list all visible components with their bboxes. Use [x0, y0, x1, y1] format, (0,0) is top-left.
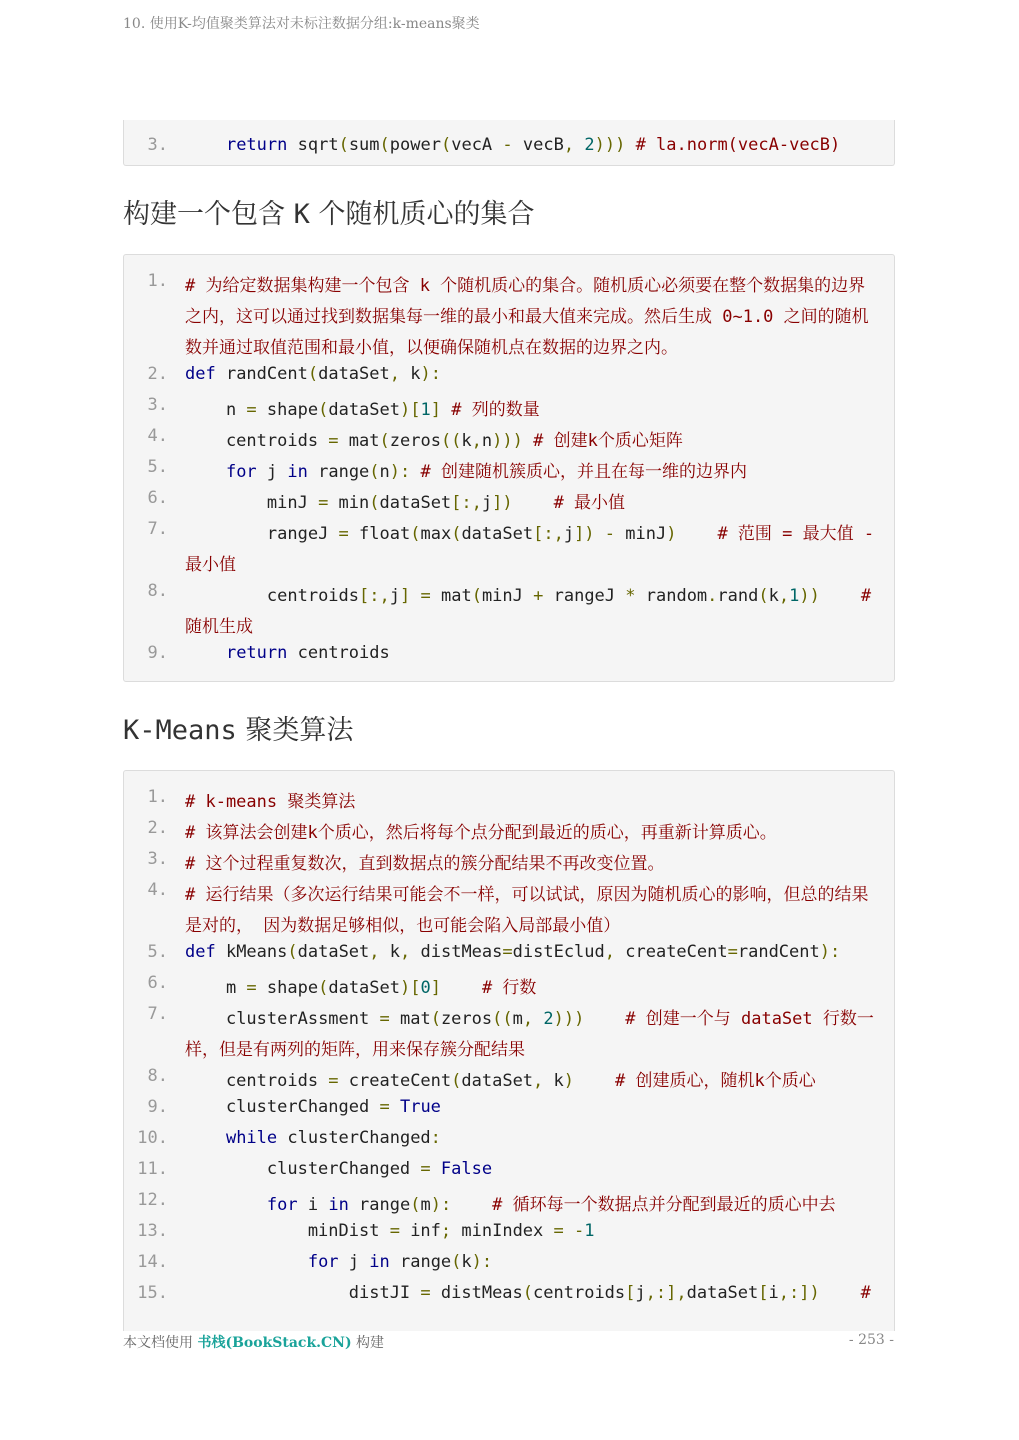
code-text: centroids = createCent(dataSet, k) # 创建质心，随机k个质心	[185, 1071, 816, 1091]
code-text: for j in range(k):	[307, 1252, 493, 1272]
code-line	[124, 271, 880, 364]
code-line	[124, 1190, 880, 1221]
code-line	[124, 1283, 880, 1314]
code-text: # 为给定数据集构建一个包含 k 个随机质心的集合。随机质心必须要在整个数据集的边界之内，这可以通过找到数据集每一维的最小和最大值来完成。然后生成 0~1.0 之间的随机数并通过取值范围和最小值，以便确保随机点在数据的边界之内。	[185, 276, 869, 358]
line-number: 2.	[147, 818, 168, 838]
code-text: centroids[:,j] = mat(minJ + rangeJ * random.rand(k,1)) # 随机生成	[185, 586, 882, 637]
code-text: def randCent(dataSet, k):	[185, 364, 441, 384]
line-number: 15.	[137, 1283, 168, 1303]
code-line	[124, 942, 880, 973]
code-line	[124, 1221, 880, 1252]
code-line	[124, 488, 880, 519]
code-line	[124, 581, 880, 643]
line-number: 3.	[147, 395, 168, 415]
code-line	[124, 1159, 880, 1190]
line-number: 6.	[147, 973, 168, 993]
line-number: 1.	[147, 271, 168, 291]
line-number: 3.	[147, 135, 168, 155]
code-text: for i in range(m): # 循环每一个数据点并分配到最近的质心中去	[266, 1195, 836, 1215]
code-line	[124, 849, 880, 880]
code-text: clusterChanged = False	[185, 1159, 493, 1179]
code-text: rangeJ = float(max(dataSet[:,j]) - minJ) # 范围 = 最大值 - 最小值	[185, 524, 885, 575]
code-text: # k-means 聚类算法	[185, 792, 356, 812]
heading-text-post: 个随机质心的集合	[309, 199, 535, 230]
code-text: return sqrt(sum(power(vecA - vecB, 2))) # la.norm(vecA-vecB)	[225, 135, 841, 155]
code-text: # 这个过程重复数次，直到数据点的簇分配结果不再改变位置。	[185, 854, 665, 874]
code-text: return centroids	[225, 643, 390, 663]
code-text: # 该算法会创建k个质心，然后将每个点分配到最近的质心，再重新计算质心。	[185, 823, 777, 843]
line-number: 8.	[147, 1066, 168, 1086]
code-line	[124, 1004, 880, 1066]
line-number: 7.	[147, 1004, 168, 1024]
line-number: 13.	[137, 1221, 168, 1241]
line-number: 4.	[147, 426, 168, 446]
code-text: clusterChanged = True	[185, 1097, 441, 1117]
code-line	[124, 787, 880, 818]
code-text: while clusterChanged:	[225, 1128, 441, 1148]
line-number: 5.	[147, 457, 168, 477]
code-text: minDist = inf; minIndex = -1	[185, 1221, 595, 1241]
code-text: clusterAssment = mat(zeros((m, 2))) # 创建一个与 dataSet 行数一样，但是有两列的矩阵，用来保存簇分配结果	[185, 1009, 874, 1060]
code-line	[124, 1066, 880, 1097]
code-line	[124, 643, 880, 674]
code-line	[124, 426, 880, 457]
footer-prefix: 本文档使用	[123, 1335, 198, 1351]
code-text: centroids = mat(zeros((k,n))) # 创建k个质心矩阵	[185, 431, 683, 451]
line-number: 4.	[147, 880, 168, 900]
line-number: 1.	[147, 787, 168, 807]
heading-k: K	[293, 199, 310, 230]
line-number: 14.	[137, 1252, 168, 1272]
code-line	[124, 364, 880, 395]
code-block-kmeans	[123, 770, 895, 1331]
code-line	[124, 1097, 880, 1128]
code-block-randcent	[123, 254, 895, 682]
line-number: 6.	[147, 488, 168, 508]
code-line	[124, 1128, 880, 1159]
line-number: 2.	[147, 364, 168, 384]
section-heading-random-centroids	[123, 192, 534, 231]
footer-suffix: 构建	[351, 1335, 385, 1351]
code-line	[124, 519, 885, 581]
page-number: - 253 -	[848, 1332, 894, 1348]
code-line	[124, 135, 880, 166]
heading-kmeans-mono: K-Means	[123, 715, 237, 746]
line-number: 3.	[147, 849, 168, 869]
code-line	[124, 457, 880, 488]
code-line	[124, 1252, 880, 1283]
code-text: m = shape(dataSet)[0] # 行数	[185, 978, 537, 998]
line-number: 8.	[147, 581, 168, 601]
code-line	[124, 395, 880, 426]
section-heading-kmeans	[123, 708, 353, 747]
code-line	[124, 880, 880, 942]
code-line	[124, 973, 880, 1004]
line-number: 9.	[147, 1097, 168, 1117]
code-text: # 运行结果（多次运行结果可能会不一样，可以试试，原因为随机质心的影响，但总的结果是对的， 因为数据足够相似，也可能会陷入局部最小值）	[185, 885, 869, 936]
code-text: n = shape(dataSet)[1] # 列的数量	[185, 400, 540, 420]
code-text: def kMeans(dataSet, k, distMeas=distEclud, createCent=randCent):	[185, 942, 841, 962]
code-block-distance	[123, 120, 895, 166]
code-line	[124, 818, 880, 849]
code-text: for j in range(n): # 创建随机簇质心，并且在每一维的边界内	[225, 462, 748, 482]
line-number: 10.	[137, 1128, 168, 1148]
footer-brand-link[interactable]: 书栈(BookStack.CN)	[197, 1335, 352, 1351]
line-number: 5.	[147, 942, 168, 962]
line-number: 11.	[137, 1159, 168, 1179]
footer-credit	[123, 1332, 384, 1352]
line-number: 12.	[137, 1190, 168, 1210]
heading-text: 构建一个包含	[123, 199, 294, 230]
code-text: minJ = min(dataSet[:,j]) # 最小值	[185, 493, 626, 513]
line-number: 9.	[147, 643, 168, 663]
page-header: 10. 使用K-均值聚类算法对未标注数据分组:k-means聚类	[123, 16, 480, 32]
line-number: 7.	[147, 519, 168, 539]
code-text: distJI = distMeas(centroids[j,:],dataSet[i,:]) #	[185, 1283, 871, 1303]
heading-kmeans-post: 聚类算法	[236, 715, 354, 746]
